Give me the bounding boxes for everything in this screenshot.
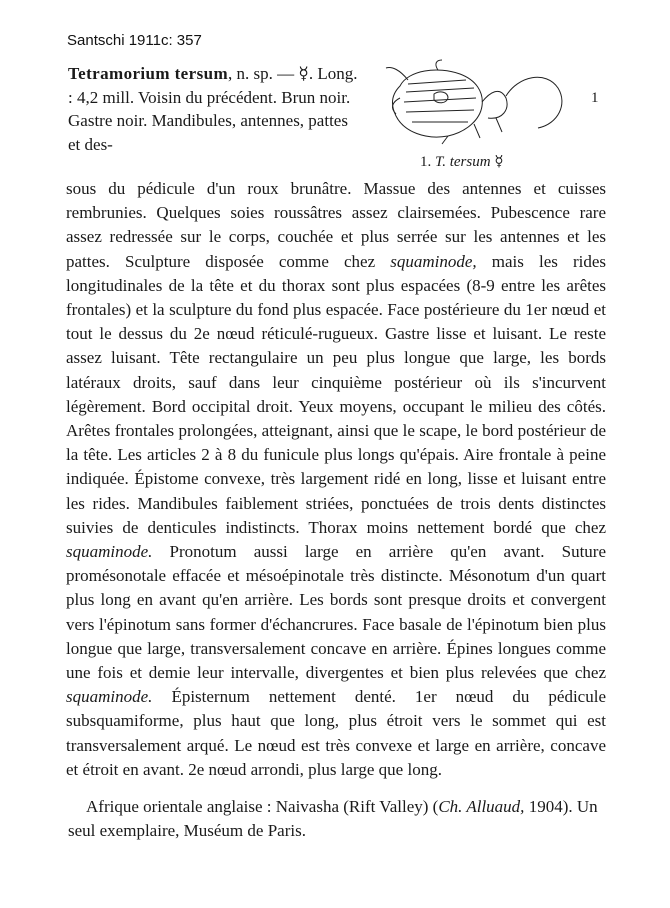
ant-eye <box>434 92 448 103</box>
page-header: Santschi 1911c: 357 <box>67 32 202 49</box>
caption-species: T. tersum <box>435 154 491 170</box>
locality-text-1: Afrique orientale anglaise : Naivasha (Rift Valley) ( <box>86 797 439 816</box>
locality-collector: Ch. Alluaud, <box>438 797 525 816</box>
locality-text-2: 1904). Un seul exemplaire, Muséum de Paris. <box>68 797 598 840</box>
figure-number: 1 <box>591 90 599 106</box>
ant-petiole <box>482 91 507 118</box>
species-intro <box>68 62 358 156</box>
species-intro-text: , n. sp. — ☿. Long. : 4,2 mill. Voisin du précédent. Brun noir. Gastre noir. Mandibules, antennes, pattes et des- <box>68 64 358 154</box>
description-body <box>66 177 606 782</box>
body-italic-2: squaminode. <box>66 542 153 562</box>
body-text-4: Épisternum nettement denté. 1er nœud du pédicule subsquamiforme, plus haut que long, plus étroit vers le sommet qui est transversalement arqué. Le nœud est très convexe et large en arrière, concave et étroit en avant. 2e nœud arrondi, plus large que long. <box>66 687 606 779</box>
ant-gaster <box>506 77 562 128</box>
caption-number: 1. <box>420 154 432 170</box>
species-title: Tetramorium tersum <box>68 64 229 83</box>
body-text-3: Pronotum aussi large en arrière qu'en avant. Suture promésonotale effacée et mésoépinotale très distincte. Mésonotum d'un quart plus long en avant qu'en arrière. Les bords sont presque droits et convergent vers l'épinotum sans former d'échancrures. Face basale de l'épinotum bien plus longue que large, transversalement concave en arrière. Épines longues comme une fois et demie leur intervalle, divergentes et bien plus relevées que chez <box>66 542 607 683</box>
caption-symbol: ☿ <box>494 154 504 170</box>
figure-caption <box>420 152 504 171</box>
ant-mandible <box>393 98 400 114</box>
body-italic-3: squaminode. <box>66 687 153 707</box>
ant-rugae <box>404 80 476 122</box>
ant-head-figure <box>378 58 578 148</box>
locality-paragraph <box>68 795 613 843</box>
body-text-1: sous du pédicule d'un roux brunâtre. Massue des antennes et cuisses rembrunies. Quelques soies roussâtres assez clairsemées. Pubescence rare assez redressée sur le corps, couchée et plus serrée sur les antennes et les pattes. Sculpture disposée comme chez <box>66 179 606 271</box>
ant-head-outline <box>393 70 483 137</box>
body-text-2: mais les rides longitudinales de la tête et du thorax sont plus espacées (8-9 entre les arêtes frontales) et la sculpture du fond plus espacée. Face postérieure du 1er nœud et tout le dessus du 2e nœud réticulé-rugueux. Gastre lisse et luisant. Le reste assez luisant. Tête rectangulaire un peu plus longue que large, les bords latéraux droits, sauf dans leur cinquième postérieur où ils s'incurvent légèrement. Bord occipital droit. Yeux moyens, occupant le milieu des côtés. Arêtes frontales prolongées, atteignant, ainsi que le scape, le bord postérieur de la tête. Les articles 2 à 8 du funicule plus longs qu'épais. Aire frontale à peine indiquée. Épistome convexe, très largement ridé en long, lisse et luisant entre les rides. Mandibules faiblement striées, ponctuées de trois dents distinctes suivies de denticules indistincts. Thorax moins nettement bordé que chez <box>66 251 606 537</box>
body-italic-1: squaminode, <box>390 251 477 271</box>
